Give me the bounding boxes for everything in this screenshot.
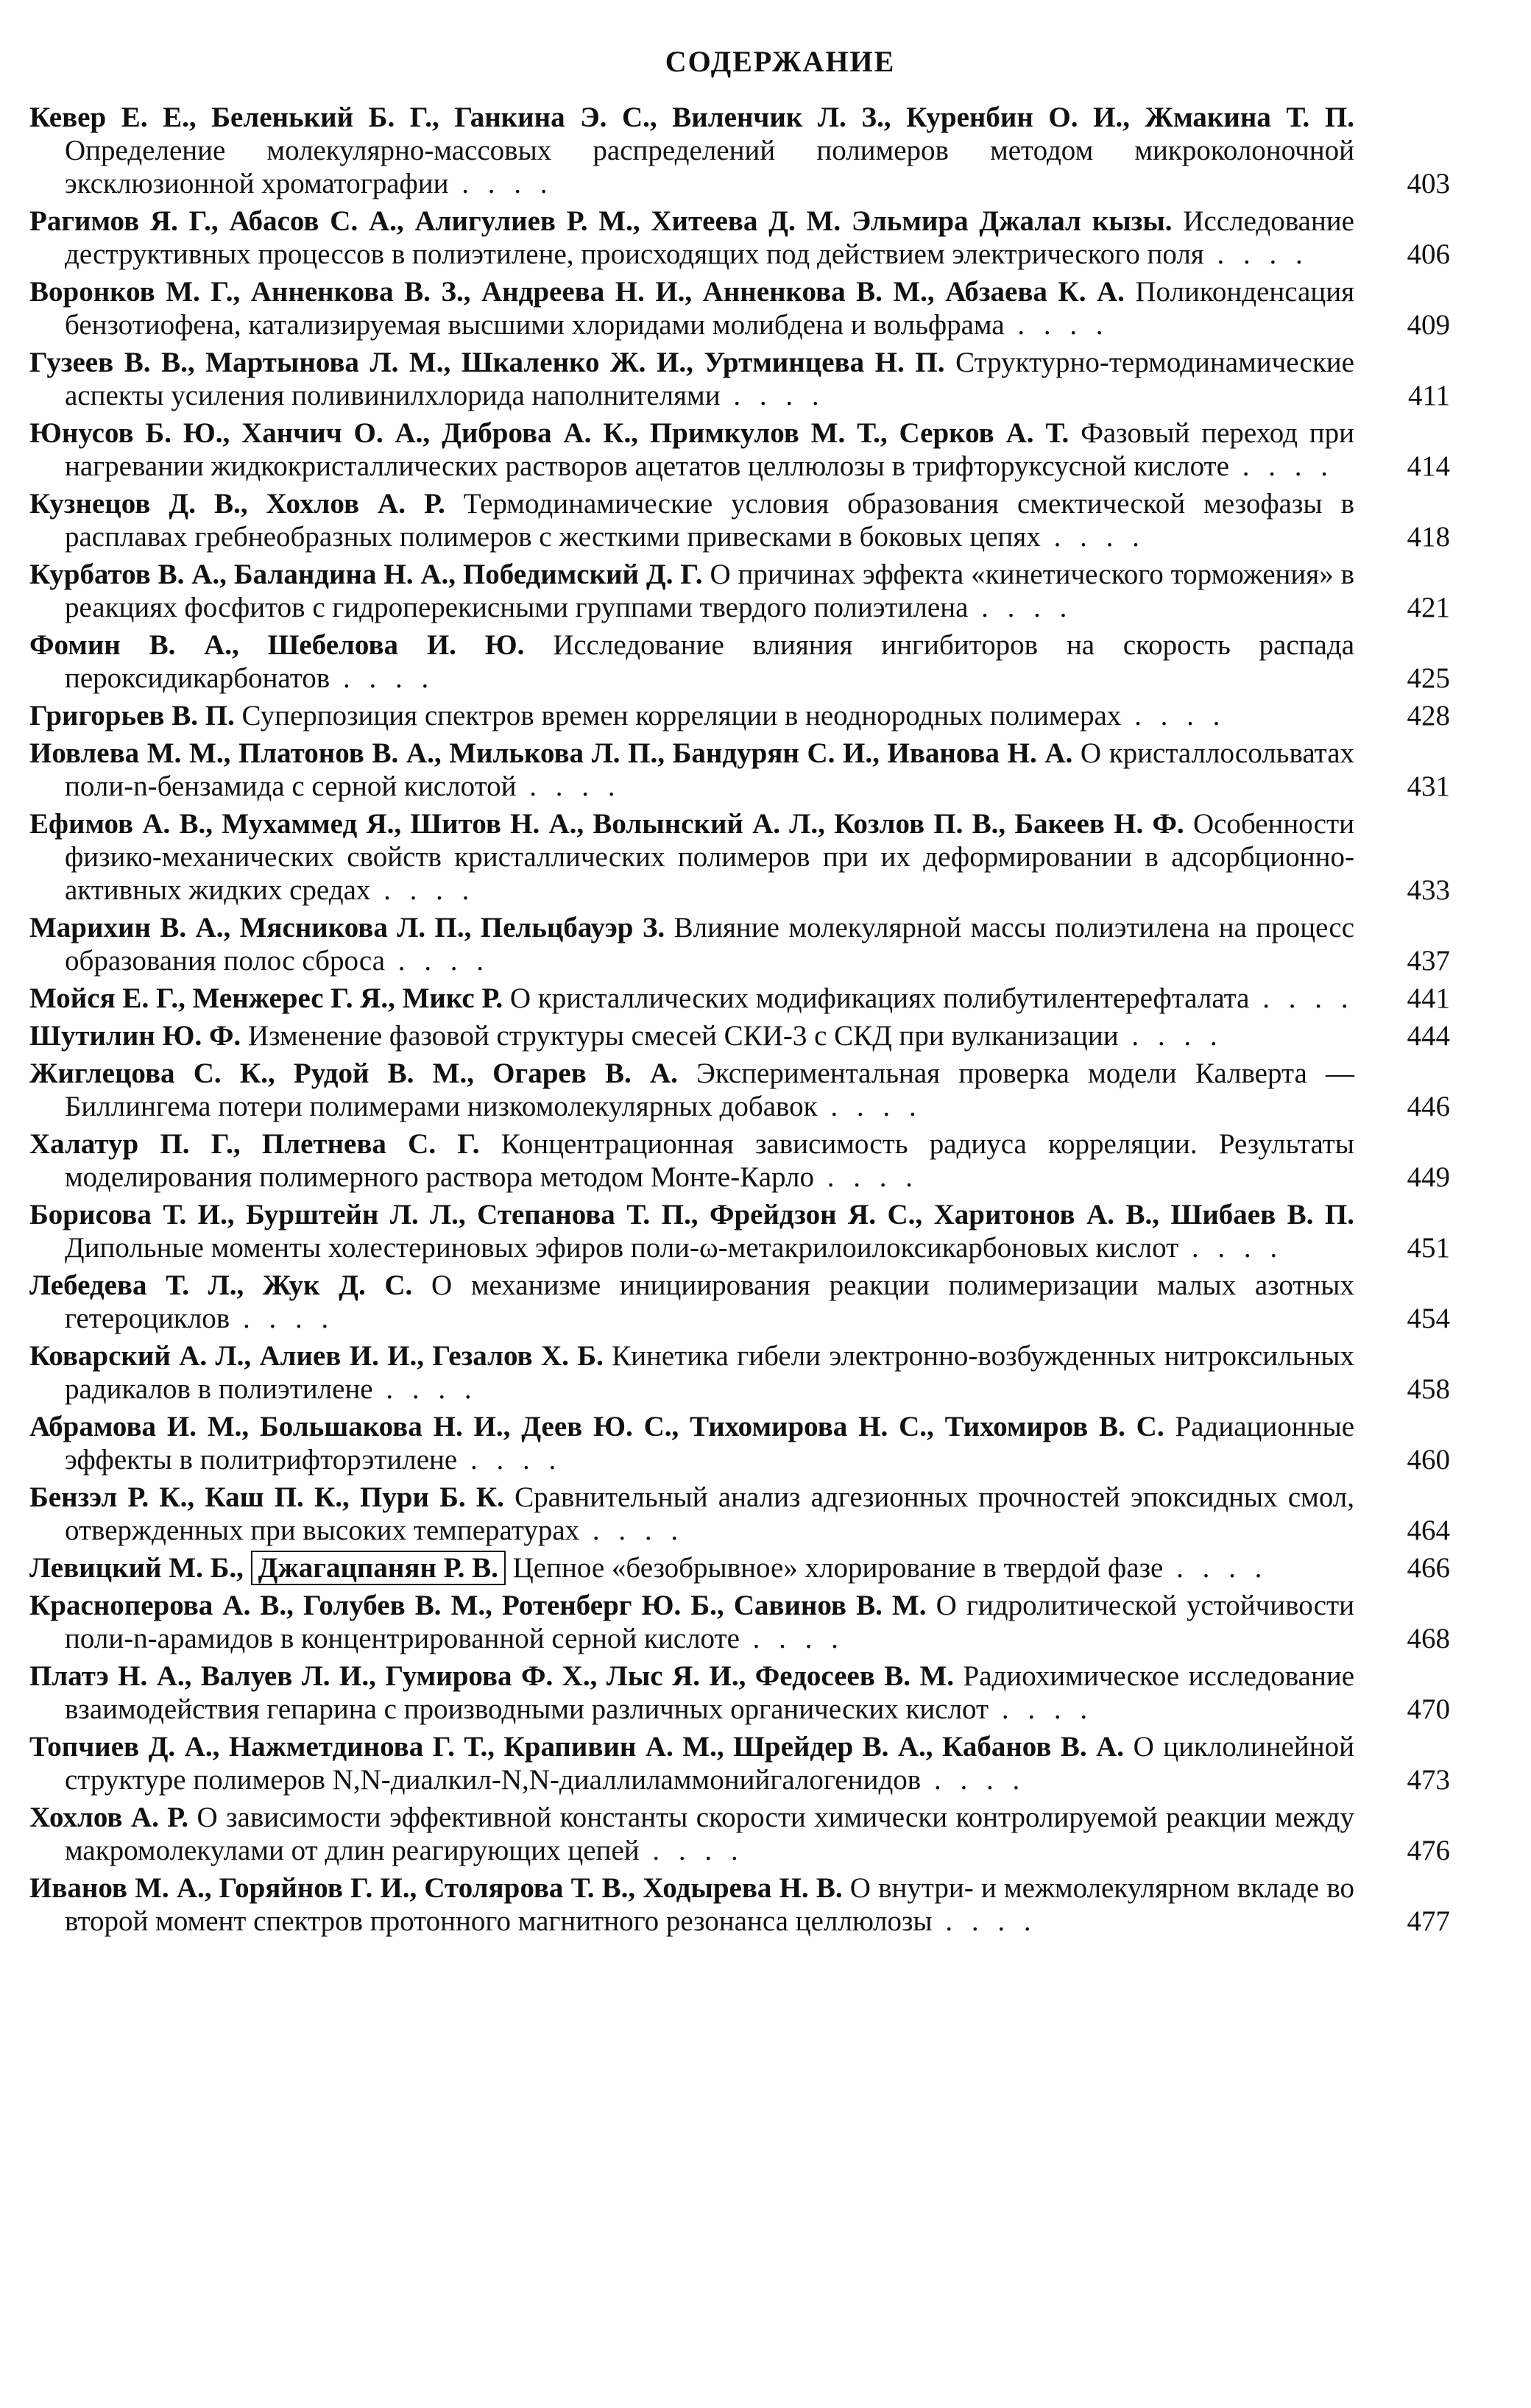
toc-entry-text (29, 628, 1354, 695)
entry-title: О кристаллосольватах поли-n-бензамида с серной кислотой (65, 737, 1354, 802)
entry-authors: Курбатов В. А., Баландина Н. А., Победимский Д. Г. (29, 559, 703, 590)
entry-title: Кинетика гибели электронно-возбужденных нитроксильных радикалов в полиэтилене (65, 1340, 1354, 1405)
leader-dots: . . . . (739, 1623, 844, 1654)
leader-dots: . . . . (1163, 1552, 1268, 1584)
toc-entry (29, 1589, 1502, 1655)
entry-authors: Платэ Н. А., Валуев Л. И., Гумирова Ф. Х., Лыс Я. И., Федосеев В. М. (29, 1660, 955, 1692)
entry-title: Поликонденсация бензотиофена, катализируемая высшими хлоридами молибдена и вольфрама (65, 276, 1355, 341)
entry-page-number: 425 (1407, 662, 1450, 694)
toc-entry (29, 628, 1502, 695)
toc-page (29, 44, 1502, 1942)
leader-dots: . . . . (516, 771, 621, 802)
entry-title: Экспериментальная проверка модели Калверта — Биллингема потери полимерами низкомолекулярных добавок (65, 1058, 1354, 1122)
entry-page-number: 421 (1407, 592, 1450, 623)
toc-entry (29, 807, 1502, 907)
toc-entry (29, 1481, 1502, 1547)
leader-dots: . . . . (385, 945, 490, 977)
entry-title: Радиохимическое исследование взаимодействия гепарина с производными различных органических кислот (65, 1660, 1354, 1725)
toc-entry (29, 1269, 1502, 1335)
toc-entry (29, 1551, 1502, 1584)
leader-dots: . . . . (968, 592, 1073, 623)
entry-title: Дипольные моменты холестериновых эфиров поли-ω-метакрилоилоксикарбоновых кислот (65, 1232, 1179, 1264)
entry-authors: Бензэл Р. К., Каш П. К., Пури Б. К. (29, 1481, 504, 1513)
entry-authors: Иовлева М. М., Платонов В. А., Милькова Л. П., Бандурян С. И., Иванова Н. А. (29, 737, 1073, 769)
entry-page-number: 418 (1407, 521, 1450, 553)
toc-entry (29, 699, 1502, 732)
toc-entry-text (29, 1481, 1354, 1547)
toc-list (29, 101, 1502, 1938)
entry-page-number: 411 (1407, 380, 1450, 411)
toc-entry-text (29, 1019, 1354, 1052)
entry-title: Термодинамические условия образования смектической мезофазы в расплавах гребнеобразных полимеров с жесткими привесками в боковых цепях (65, 488, 1354, 553)
entry-title: Структурно-термодинамические аспекты усиления поливинилхлорида наполнителями (65, 347, 1354, 411)
toc-entry-text (29, 1801, 1354, 1867)
entry-title: Радиационные эффекты в политрифторэтилене (65, 1411, 1355, 1476)
entry-title: Суперпозиция спектров времен корреляции в неоднородных полимерах (241, 700, 1122, 732)
entry-authors: Коварский А. Л., Алиев И. И., Гезалов Х. Б. (29, 1340, 604, 1372)
leader-dots: . . . . (1118, 1020, 1223, 1052)
toc-entry-text (29, 1660, 1354, 1726)
entry-page-number: 414 (1407, 450, 1450, 482)
toc-entry (29, 1410, 1502, 1476)
toc-entry-text (29, 982, 1354, 1015)
leader-dots: . . . . (817, 1091, 922, 1122)
toc-entry-text (29, 1057, 1354, 1123)
toc-entry (29, 346, 1502, 412)
toc-entry-text (29, 1730, 1354, 1796)
entry-page-number: 458 (1407, 1373, 1450, 1405)
toc-entry (29, 982, 1502, 1015)
toc-entry-text (29, 1269, 1354, 1335)
toc-entry-text (29, 487, 1354, 553)
toc-entry (29, 275, 1502, 341)
toc-entry (29, 737, 1502, 803)
entry-authors: Шутилин Ю. Ф. (29, 1020, 241, 1052)
toc-entry (29, 1730, 1502, 1796)
toc-entry (29, 205, 1502, 271)
entry-title: Цепное «безобрывное» хлорирование в твердой фазе (512, 1552, 1164, 1584)
entry-authors: Иванов М. А., Горяйнов Г. И., Столярова Т. В., Ходырева Н. В. (29, 1872, 843, 1904)
entry-authors: Ефимов А. В., Мухаммед Я., Шитов Н. А., Волынский А. Л., Козлов П. В., Бакеев Н. Ф. (29, 808, 1184, 840)
entry-title: Влияние молекулярной массы полиэтилена на процесс образования полос сброса (65, 912, 1355, 977)
leader-dots: . . . . (1249, 982, 1354, 1014)
entry-page-number: 403 (1407, 168, 1450, 199)
entry-authors: Левицкий М. Б., (29, 1552, 244, 1584)
entry-title: О механизме инициирования реакции полимеризации малых азотных гетероциклов (65, 1269, 1354, 1334)
toc-entry-text (29, 807, 1354, 907)
toc-entry-text (29, 275, 1354, 341)
entry-authors: Кузнецов Д. В., Хохлов А. Р. (29, 488, 445, 520)
leader-dots: . . . . (720, 380, 825, 411)
leader-dots: . . . . (372, 1373, 478, 1405)
entry-title: Исследование деструктивных процессов в полиэтилене, происходящих под действием электрического поля (65, 205, 1354, 270)
entry-page-number: 428 (1407, 700, 1450, 732)
leader-dots: . . . . (639, 1835, 744, 1866)
entry-page-number: 468 (1407, 1623, 1450, 1654)
entry-page-number: 437 (1407, 945, 1450, 977)
entry-title: О кристаллических модификациях полибутилентерефталата (509, 982, 1250, 1014)
entry-authors: Халатур П. Г., Плетнева С. Г. (29, 1128, 480, 1160)
toc-entry (29, 1871, 1502, 1938)
leader-dots: . . . . (230, 1303, 335, 1334)
entry-title: Исследование влияния ингибиторов на скорость распада пероксидикарбонатов (65, 629, 1355, 694)
entry-page-number: 444 (1407, 1020, 1450, 1052)
entry-page-number: 441 (1407, 982, 1450, 1014)
toc-entry-text (29, 699, 1354, 732)
entry-title: Особенности физико-механических свойств кристаллических полимеров при их деформировании в адсорбционно-активных жидких средах (65, 808, 1354, 906)
leader-dots: . . . . (579, 1515, 685, 1546)
entry-title: Фазовый переход при нагревании жидкокристаллических растворов ацетатов целлюлозы в трифторуксусной кислоте (65, 417, 1355, 482)
leader-dots: . . . . (1228, 450, 1334, 482)
entry-page-number: 451 (1407, 1232, 1450, 1264)
entry-authors: Хохлов А. Р. (29, 1802, 189, 1833)
entry-authors: Воронков М. Г., Анненкова В. З., Андреева Н. И., Анненкова В. М., Абзаева К. А. (29, 276, 1125, 308)
entry-page-number: 476 (1407, 1835, 1450, 1866)
entry-page-number: 460 (1407, 1444, 1450, 1476)
toc-entry-text (29, 911, 1354, 977)
entry-page-number: 431 (1407, 771, 1450, 802)
entry-title: О циклолинейной структуре полимеров N,N-диалкил-N,N-диаллиламмонийгалогенидов (65, 1731, 1354, 1796)
toc-entry-text (29, 1198, 1354, 1264)
leader-dots: . . . . (1040, 521, 1145, 553)
leader-dots: . . . . (1178, 1232, 1284, 1264)
toc-entry-text (29, 1410, 1354, 1476)
toc-entry (29, 1057, 1502, 1123)
toc-entry (29, 1019, 1502, 1052)
entry-authors: Марихин В. А., Мясникова Л. П., Пельцбауэр З. (29, 912, 665, 943)
leader-dots: . . . . (1121, 700, 1226, 732)
toc-entry (29, 1198, 1502, 1264)
entry-page-number: 446 (1407, 1091, 1450, 1122)
leader-dots: . . . . (813, 1161, 919, 1193)
entry-page-number: 477 (1407, 1905, 1450, 1937)
entry-page-number: 449 (1407, 1161, 1450, 1193)
entry-authors: Мойся Е. Г., Менжерес Г. Я., Микс Р. (29, 982, 503, 1014)
entry-title: О гидролитической устойчивости поли-n-арамидов в концентрированной серной кислоте (65, 1590, 1354, 1654)
entry-authors: Григорьев В. П. (29, 700, 235, 732)
toc-entry (29, 1127, 1502, 1194)
leader-dots: . . . . (921, 1764, 1026, 1796)
toc-entry-text (29, 101, 1354, 200)
entry-page-number: 406 (1407, 238, 1450, 270)
toc-entry (29, 417, 1502, 483)
entry-authors: Юнусов Б. Ю., Ханчич О. А., Диброва А. К., Примкулов М. Т., Серков А. Т. (29, 417, 1069, 449)
toc-entry-text (29, 558, 1354, 624)
entry-authors: Абрамова И. М., Большакова Н. И., Деев Ю. С., Тихомирова Н. С., Тихомиров В. С. (29, 1411, 1164, 1442)
leader-dots: . . . . (1203, 238, 1309, 270)
toc-entry (29, 911, 1502, 977)
leader-dots: . . . . (330, 662, 435, 694)
entry-title: Сравнительный анализ адгезионных прочностей эпоксидных смол, отвержденных при высоких температурах (65, 1481, 1355, 1546)
toc-entry (29, 1660, 1502, 1726)
toc-entry-text (29, 417, 1354, 483)
entry-authors: Жиглецова С. К., Рудой В. М., Огарев В. А. (29, 1058, 678, 1089)
leader-dots: . . . . (932, 1905, 1037, 1937)
entry-page-number: 433 (1407, 874, 1450, 906)
toc-entry (29, 558, 1502, 624)
leader-dots: . . . . (370, 874, 475, 906)
leader-dots: . . . . (989, 1693, 1094, 1725)
toc-entry-text (29, 1551, 1354, 1584)
toc-entry-text (29, 1339, 1354, 1406)
entry-title: Определение молекулярно-массовых распределений полимеров методом микроколоночной эксклюзионной хроматографии (65, 135, 1354, 199)
entry-title: Концентрационная зависимость радиуса корреляции. Результаты моделирования полимерного раствора методом Монте-Карло (65, 1128, 1354, 1193)
toc-entry (29, 101, 1502, 200)
entry-authors: Кевер Е. Е., Беленький Б. Г., Ганкина Э. С., Виленчик Л. З., Куренбин О. И., Жмакина Т. П. (29, 102, 1354, 133)
entry-page-number: 466 (1407, 1552, 1450, 1584)
entry-title: Изменение фазовой структуры смесей СКИ-3 с СКД при вулканизации (247, 1020, 1119, 1052)
toc-entry-text (29, 346, 1354, 412)
toc-entry (29, 487, 1502, 553)
entry-title: О зависимости эффективной константы скорости химически контролируемой реакции между макромолекулами от длин реагирующих цепей (65, 1802, 1355, 1866)
leader-dots: . . . . (1004, 309, 1109, 341)
toc-entry-text (29, 737, 1354, 803)
entry-page-number: 409 (1407, 309, 1450, 341)
entry-page-number: 454 (1407, 1303, 1450, 1334)
entry-page-number: 470 (1407, 1693, 1450, 1725)
entry-authors: Борисова Т. И., Бурштейн Л. Л., Степанова Т. П., Фрейдзон Я. С., Харитонов А. В., Шибаев В. П. (29, 1199, 1354, 1230)
entry-title: О причинах эффекта «кинетического торможения» в реакциях фосфитов с гидроперекисными группами твердого полиэтилена (65, 559, 1355, 623)
toc-entry-text (29, 1127, 1354, 1194)
toc-entry-text (29, 1589, 1354, 1655)
entry-authors: Фомин В. А., Шебелова И. Ю. (29, 629, 525, 661)
entry-authors: Гузеев В. В., Мартынова Л. М., Шкаленко Ж. И., Уртминцева Н. П. (29, 347, 945, 378)
entry-page-number: 464 (1407, 1515, 1450, 1546)
entry-authors: Лебедева Т. Л., Жук Д. С. (29, 1269, 413, 1301)
leader-dots: . . . . (457, 1444, 562, 1476)
toc-entry-text (29, 1871, 1354, 1938)
toc-entry-text (29, 205, 1354, 271)
toc-heading: СОДЕРЖАНИЕ (665, 45, 896, 78)
entry-authors: Рагимов Я. Г., Абасов С. А., Алигулиев Р. М., Хитеева Д. М. Эльмира Джалал кызы. (29, 205, 1173, 237)
entry-authors: Топчиев Д. А., Нажметдинова Г. Т., Крапивин А. М., Шрейдер В. А., Кабанов В. А. (29, 1731, 1125, 1763)
leader-dots: . . . . (448, 168, 554, 199)
entry-authors: Красноперова А. В., Голубев В. М., Ротенберг Ю. Б., Савинов В. М. (29, 1590, 927, 1621)
entry-page-number: 473 (1407, 1764, 1450, 1796)
entry-title: О внутри- и межмолекулярном вкладе во второй момент спектров протонного магнитного резонанса целлюлозы (65, 1872, 1355, 1937)
toc-entry (29, 1339, 1502, 1406)
toc-entry (29, 1801, 1502, 1867)
entry-boxed-author: Джагацпанян Р. В. (251, 1551, 506, 1585)
